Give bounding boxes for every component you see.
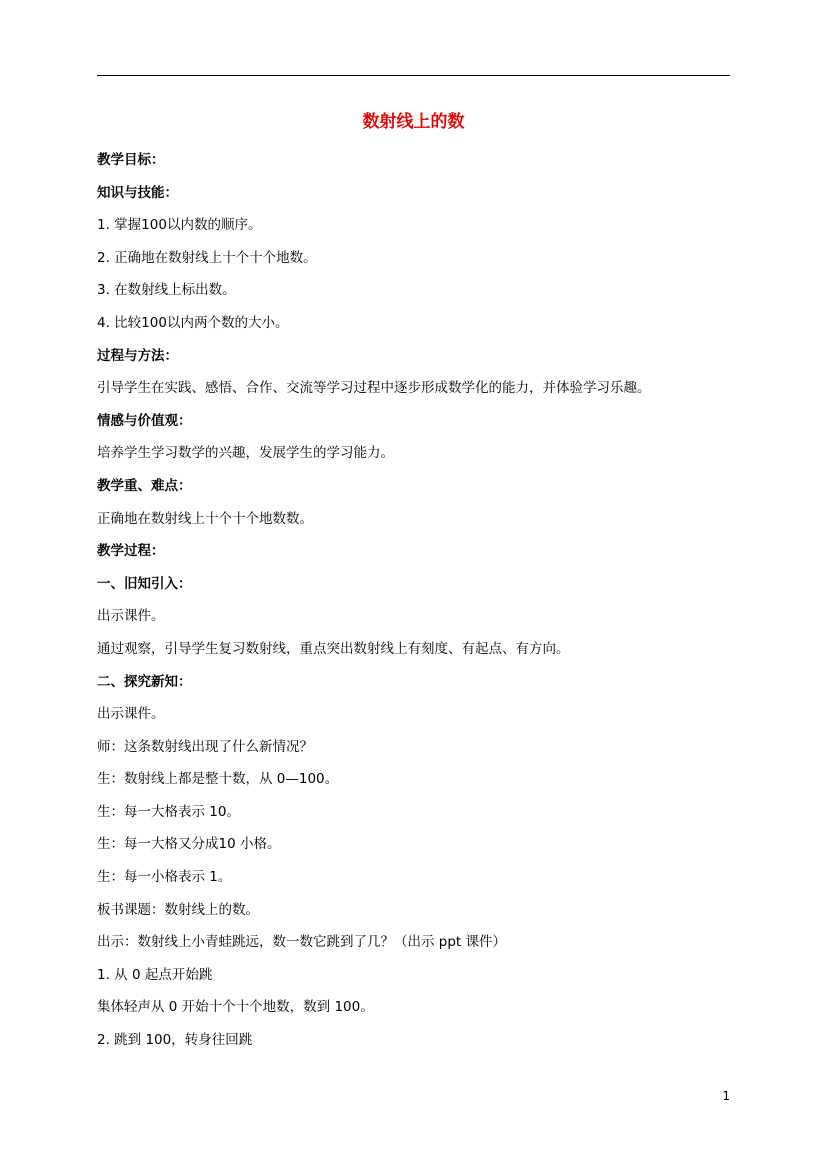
document-title: 数射线上的数 — [362, 112, 465, 132]
body-line: 知识与技能： — [97, 184, 178, 201]
body-line: 出示课件。 — [97, 608, 165, 625]
page-number: 1 — [722, 1089, 730, 1103]
body-line: 板书课题：数射线上的数。 — [97, 901, 259, 918]
body-line: 2. 正确地在数射线上十个十个地数。 — [97, 249, 317, 266]
body-line: 2. 跳到 100，转身往回跳 — [97, 1032, 253, 1049]
body-line: 培养学生学习数学的兴趣，发展学生的学习能力。 — [97, 445, 394, 462]
body-line: 集体轻声从 0 开始十个十个地数，数到 100。 — [97, 999, 374, 1016]
body-line: 教学目标： — [97, 152, 165, 168]
body-line: 出示课件。 — [97, 706, 165, 723]
body-line: 通过观察，引导学生复习数射线，重点突出数射线上有刻度、有起点、有方向。 — [97, 640, 570, 657]
body-line: 教学过程： — [97, 543, 165, 560]
body-line: 师：这条数射线出现了什么新情况？ — [97, 738, 313, 755]
body-line: 正确地在数射线上十个十个地数数。 — [97, 510, 313, 527]
body-line: 一、旧知引入： — [97, 575, 192, 592]
body-line: 生：每一大格表示 10。 — [97, 803, 240, 820]
body-line: 生：数射线上都是整十数，从 0—100。 — [97, 771, 339, 788]
body-line: 1. 掌握100以内数的顺序。 — [97, 217, 262, 234]
body-line: 4. 比较100以内两个数的大小。 — [97, 314, 289, 331]
body-line: 出示：数射线上小青蛙跳远，数一数它跳到了几？（出示 ppt 课件） — [97, 934, 507, 951]
body-line: 生：每一小格表示 1。 — [97, 869, 232, 886]
body-line: 3. 在数射线上标出数。 — [97, 282, 236, 299]
body-line: 教学重、难点： — [97, 477, 192, 494]
body-line: 情感与价值观： — [97, 412, 192, 429]
body-line: 生：每一大格又分成10 小格。 — [97, 836, 281, 853]
body-line: 二、探究新知： — [97, 673, 192, 690]
body-line: 引导学生在实践、感悟、合作、交流等学习过程中逐步形成数学化的能力，并体验学习乐趣。 — [97, 380, 651, 397]
header-rule — [97, 75, 730, 76]
body-line: 1. 从 0 起点开始跳 — [97, 966, 213, 983]
document-body — [97, 150, 737, 1063]
body-line: 过程与方法： — [97, 347, 178, 364]
